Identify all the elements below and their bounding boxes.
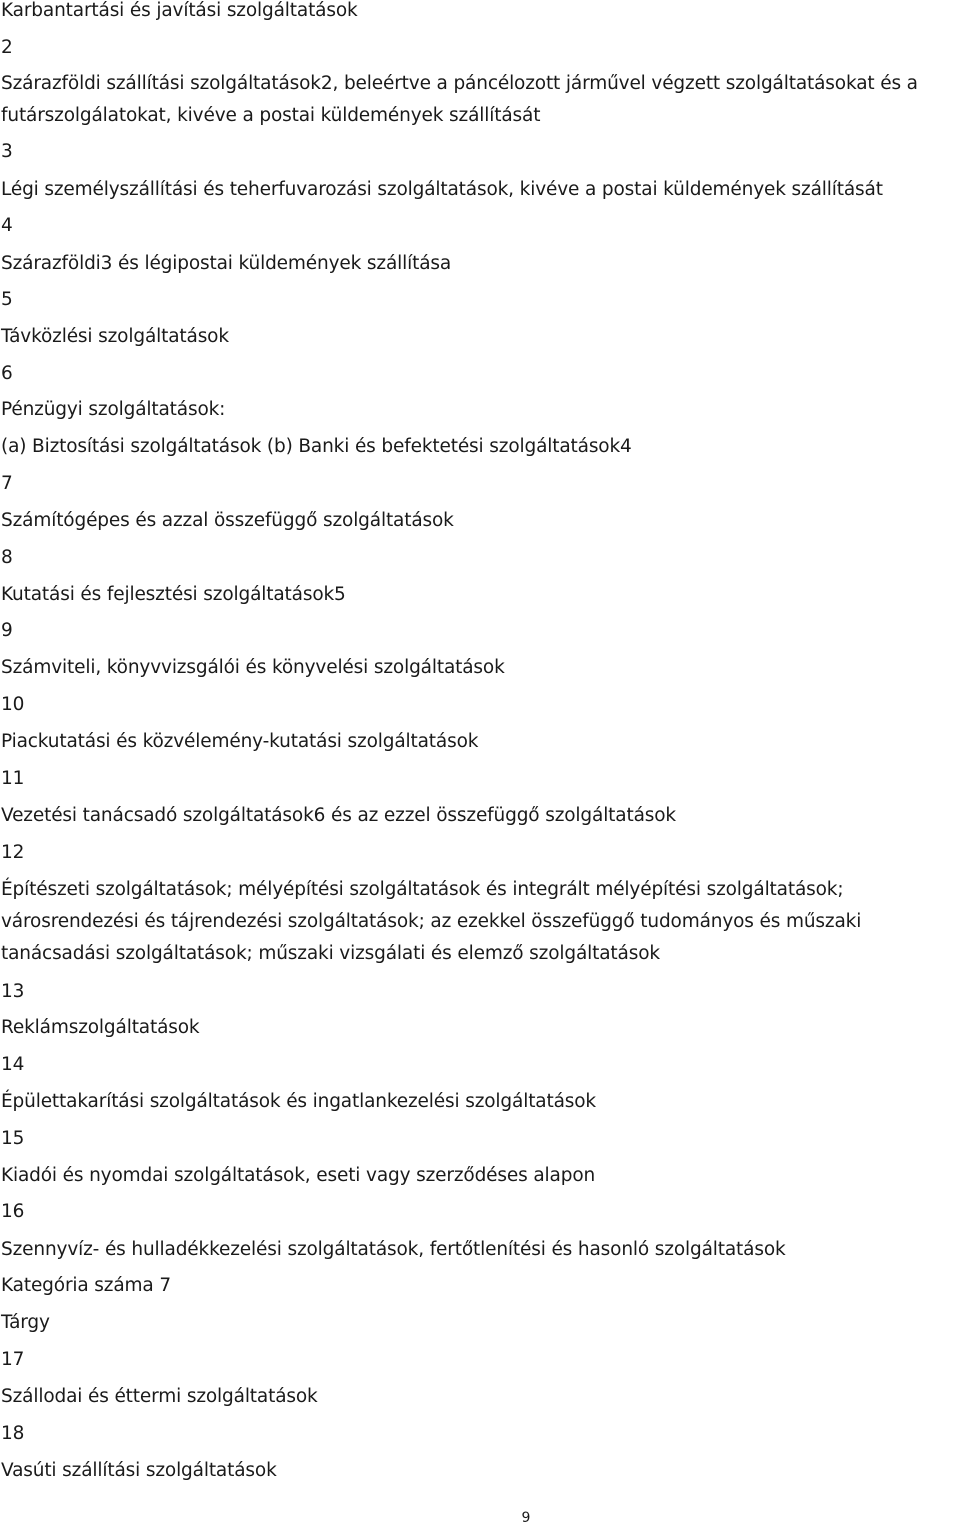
doc-line: Szárazföldi szállítási szolgáltatások2, beleértve a páncélozott járművel végzett szolgáltatásokat és a futárszolgálatokat, kivéve a postai küldemények szállítását [1,73,918,126]
doc-line: Építészeti szolgáltatások; mélyépítési szolgáltatások és integrált mélyépítési szolgáltatások; városrendezési és tájrendezési szolgáltatások; az ezekkel összefüggő tudományos és műszaki tanácsadási szolgáltatások; műszaki vizsgálati és elemző szolgáltatások [1,879,862,964]
doc-line: Épülettakarítási szolgáltatások és ingatlankezelési szolgáltatások [1,1091,596,1112]
doc-line: 17 [1,1349,25,1370]
doc-line: 18 [1,1423,25,1444]
doc-line: Szárazföldi3 és légipostai küldemények szállítása [1,253,452,274]
doc-line: 6 [1,363,13,384]
doc-line: 3 [1,141,13,162]
doc-line: Karbantartási és javítási szolgáltatások [1,0,358,21]
doc-line: 13 [1,981,25,1002]
doc-line: Kiadói és nyomdai szolgáltatások, eseti vagy szerződéses alapon [1,1165,596,1186]
doc-line: 5 [1,289,13,310]
doc-line: 9 [1,620,13,641]
doc-line: (a) Biztosítási szolgáltatások (b) Banki és befektetési szolgáltatások4 [1,436,632,457]
doc-line: Kutatási és fejlesztési szolgáltatások5 [1,584,346,605]
doc-line: Kategória száma 7 [1,1275,171,1296]
doc-line: Tárgy [1,1312,50,1333]
doc-line: 7 [1,473,13,494]
doc-line: Számviteli, könyvvizsgálói és könyvelési szolgáltatások [1,657,505,678]
doc-line: Légi személyszállítási és teherfuvarozási szolgáltatások, kivéve a postai küldemények szállítását [1,179,883,200]
doc-line: 4 [1,215,13,236]
doc-line: 10 [1,694,25,715]
doc-line: 16 [1,1201,25,1222]
doc-line: Pénzügyi szolgáltatások: [1,399,226,420]
doc-line: 14 [1,1054,25,1075]
page-number: 9 [521,1510,531,1526]
doc-line: 8 [1,547,13,568]
doc-line: Vasúti szállítási szolgáltatások [1,1460,277,1481]
doc-line: Számítógépes és azzal összefüggő szolgáltatások [1,510,454,531]
doc-line: Szennyvíz- és hulladékkezelési szolgáltatások, fertőtlenítési és hasonló szolgáltatások [1,1239,786,1260]
doc-line: 11 [1,768,25,789]
doc-line: Távközlési szolgáltatások [1,326,229,347]
doc-line: 15 [1,1128,25,1149]
doc-line: Vezetési tanácsadó szolgáltatások6 és az ezzel összefüggő szolgáltatások [1,805,676,826]
doc-line: Reklámszolgáltatások [1,1017,200,1038]
doc-line: 12 [1,842,25,863]
doc-line: Szállodai és éttermi szolgáltatások [1,1386,318,1407]
doc-line: Piackutatási és közvélemény-kutatási szolgáltatások [1,731,479,752]
doc-line: 2 [1,37,13,58]
